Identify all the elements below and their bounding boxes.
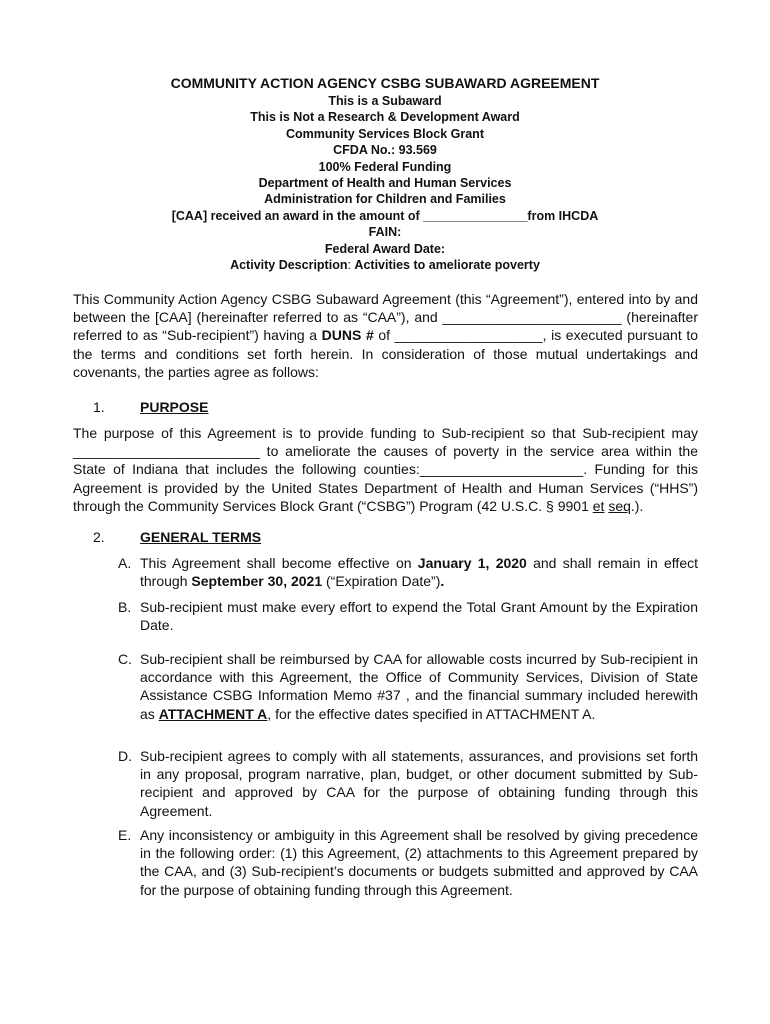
term-d (118, 747, 698, 820)
term-a-text-2: and shall remain in effect through (140, 555, 698, 590)
purpose-seq: seq (608, 497, 631, 514)
term-a-period: . (440, 573, 445, 590)
section-1-number: 1. (93, 399, 105, 415)
term-a (118, 554, 698, 590)
header-line-administration: Administration for Children and Families (264, 192, 506, 207)
term-a-text-1: This Agreement shall become effective on (140, 555, 418, 571)
duns-label: DUNS # (321, 327, 374, 344)
term-e-letter: E. (118, 827, 132, 843)
header-line-award-date: Federal Award Date: (324, 241, 446, 256)
term-a-letter: A. (118, 555, 132, 571)
intro-text-1: This Community Action Agency CSBG Subaward Agreement (this “Agreement”), entered into by and between the [CAA] (hereinafter referred to as “CAA”), and _______________________ (hereinafter referred to as “Sub-recipient”) having a (73, 291, 698, 344)
term-e (118, 826, 698, 899)
expiration-date: September 30, 2021 (191, 573, 323, 590)
term-b (118, 598, 698, 634)
purpose-et: et (592, 497, 605, 514)
attachment-a-label: ATTACHMENT A (158, 705, 268, 722)
header-line-cfda: CFDA No.: 93.569 (333, 143, 437, 158)
header-line-not-research: This is Not a Research & Development Award (250, 110, 520, 125)
activity-label: Activity Description (230, 258, 348, 273)
term-e-text: Any inconsistency or ambiguity in this Agreement shall be resolved by giving precedence in the following order: (1) this Agreement, (2) attachments to this Agreement prepared by the CAA, and (3) Sub-recipient’s documents or budgets submitted and approved by CAA for the purpose of obtaining funding through this Agreement. (140, 827, 698, 898)
header-line-funding: 100% Federal Funding (318, 159, 452, 174)
section-2-number: 2. (93, 529, 105, 545)
activity-colon: : (347, 258, 355, 273)
effective-date: January 1, 2020 (417, 555, 527, 571)
header-line-subaward: This is a Subaward (328, 94, 442, 108)
term-c-text-1: Sub-recipient shall be reimbursed by CAA for allowable costs incurred by Sub-recipient in accordance with this Agreement, the Office of Community Services, Division of State Assistance CSBG Information Memo #37 , and the financial summary included herewith as (140, 651, 698, 722)
term-d-text: Sub-recipient agrees to comply with all statements, assurances, and provisions set forth in any proposal, program narrative, plan, budget, or other document submitted by Sub-recipient and approved by CAA for the purpose of obtaining funding through this Agreement. (140, 748, 698, 819)
term-c-text (140, 650, 698, 723)
intro-paragraph (73, 290, 698, 381)
intro-text-2: of ___________________, is executed pursuant to the terms and conditions set forth herein. In consideration of those mutual undertakings and covenants, the parties agree as follows: (73, 327, 698, 380)
document-header (0, 74, 770, 273)
term-b-letter: B. (118, 599, 132, 615)
header-line-grant-name: Community Services Block Grant (286, 126, 484, 141)
header-line-activity (0, 257, 770, 273)
purpose-text-1: The purpose of this Agreement is to provide funding to Sub-recipient so that Sub-recipient may ________________________ to ameliorate the causes of poverty in the service area within the State of Indiana that includes the following counties:_____________________. Funding for this Agreement is provided by the United States Department of Health and Human Services (“HHS”) through the Community Services Block Grant (“CSBG”) Program (42 U.S.C. § 9901 (73, 425, 698, 514)
header-line-department: Department of Health and Human Services (258, 176, 512, 191)
header-line-award-amount: [CAA] received an award in the amount of _______________from IHCDA (171, 208, 599, 223)
term-a-text-3: (“Expiration Date”) (322, 573, 441, 590)
header-line-fain: FAIN: (368, 225, 402, 240)
section-2-title: GENERAL TERMS (140, 529, 262, 545)
term-c (118, 650, 698, 723)
document-title: COMMUNITY ACTION AGENCY CSBG SUBAWARD AGREEMENT (170, 75, 600, 91)
term-b-text: Sub-recipient must make every effort to expend the Total Grant Amount by the Expiration Date. (140, 599, 698, 634)
purpose-paragraph (73, 424, 698, 515)
purpose-text-2: .). (630, 497, 644, 514)
term-c-letter: C. (118, 651, 132, 667)
term-d-letter: D. (118, 748, 132, 764)
activity-value: Activities to ameliorate poverty (354, 258, 540, 273)
term-c-text-2: , for the effective dates specified in ATTACHMENT A. (267, 705, 596, 722)
section-1-title: PURPOSE (140, 399, 209, 415)
term-a-text (140, 554, 698, 590)
